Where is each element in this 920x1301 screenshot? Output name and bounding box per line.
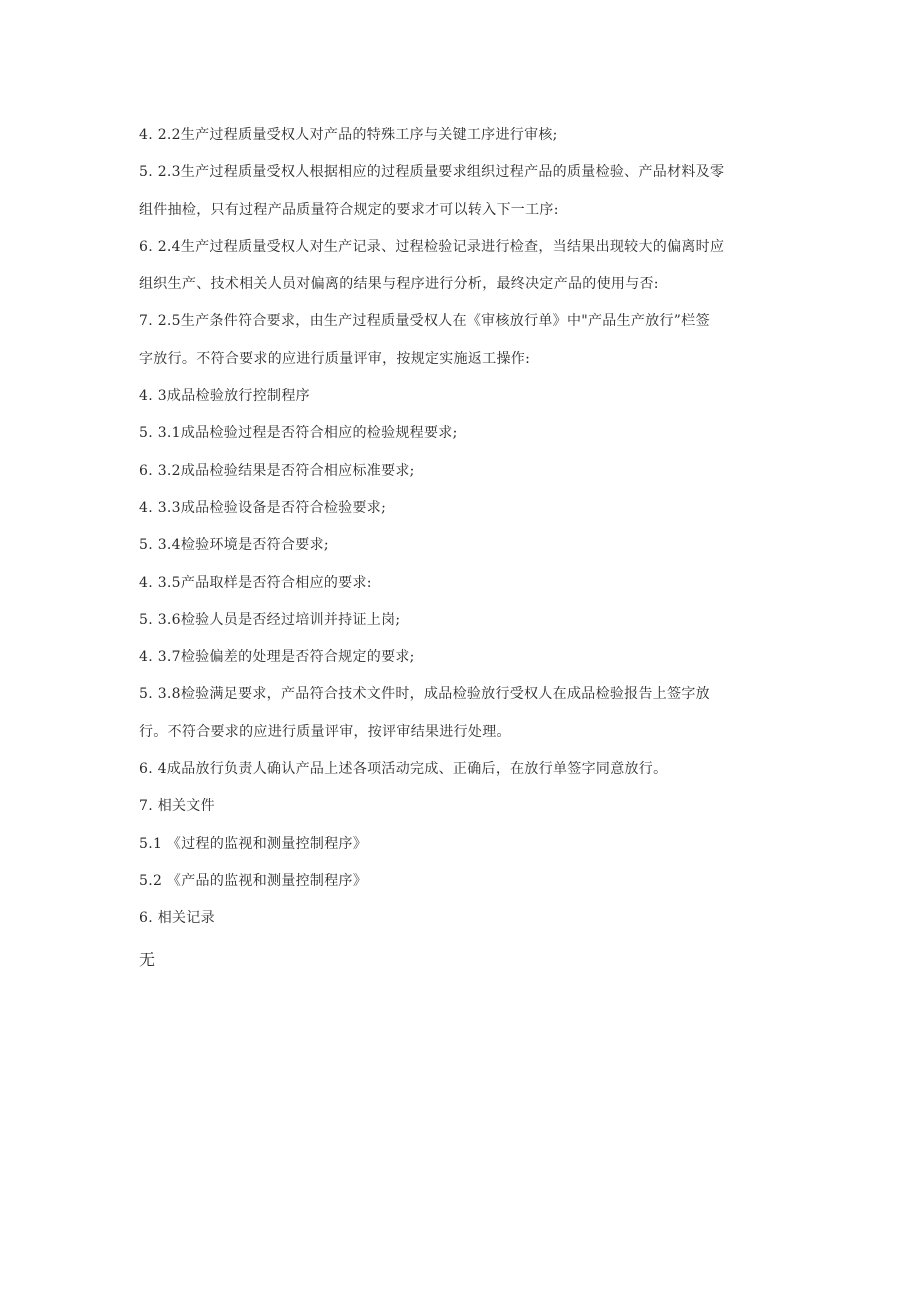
text-line: 6. 3.2成品检验结果是否符合相应标准要求; bbox=[139, 462, 415, 479]
section-heading: 6. 相关记录 bbox=[139, 910, 215, 927]
text-line: 行。不符合要求的应进行质量评审，按评审结果进行处理。 bbox=[139, 723, 511, 740]
text-line: 7. 2.5生产条件符合要求，由生产过程质量受权人在《审核放行单》中"产品生产放行”栏签 bbox=[139, 313, 710, 330]
reference-item: 5.1 《过程的监视和测量控制程序》 bbox=[139, 835, 368, 852]
text-line: 5. 3.6检验人员是否经过培训并持证上岗; bbox=[139, 611, 401, 628]
text-line: 4. 3.3成品检验设备是否符合检验要求; bbox=[139, 499, 387, 516]
text-line: 5. 3.8检验满足要求，产品符合技术文件时，成品检验放行受权人在成品检验报告上签字放 bbox=[139, 686, 710, 703]
text-line: 5. 3.1成品检验过程是否符合相应的检验规程要求; bbox=[139, 425, 458, 442]
text-line: 5. 2.3生产过程质量受权人根据相应的过程质量要求组织过程产品的质量检验、产品材料及零 bbox=[139, 164, 725, 181]
text-line: 6. 2.4生产过程质量受权人对生产记录、过程检验记录进行检查，当结果出现较大的偏离时应 bbox=[139, 238, 725, 255]
reference-item: 5.2 《产品的监视和测量控制程序》 bbox=[139, 872, 368, 889]
text-line: 6. 4成品放行负责人确认产品上述各项活动完成、正确后，在放行单签字同意放行。 bbox=[139, 761, 668, 778]
text-line: 组件抽检，只有过程产品质量符合规定的要求才可以转入下一工序: bbox=[139, 201, 559, 218]
section-heading: 7. 相关文件 bbox=[139, 798, 215, 815]
section-heading: 4. 3成品检验放行控制程序 bbox=[139, 388, 310, 405]
text-line: 4. 3.5产品取样是否符合相应的要求: bbox=[139, 574, 372, 591]
text-line: 4. 2.2生产过程质量受权人对产品的特殊工序与关键工序进行审核; bbox=[139, 127, 558, 143]
no-records-text: 无 bbox=[139, 949, 156, 969]
text-line: 4. 3.7检验偏差的处理是否符合规定的要求; bbox=[139, 649, 415, 666]
text-line: 5. 3.4检验环境是否符合要求; bbox=[139, 537, 329, 554]
document-body bbox=[139, 126, 789, 969]
text-line: 字放行。不符合要求的应进行质量评审，按规定实施返工操作: bbox=[139, 350, 531, 367]
text-line: 组织生产、技术相关人员对偏离的结果与程序进行分析，最终决定产品的使用与否: bbox=[139, 276, 659, 293]
